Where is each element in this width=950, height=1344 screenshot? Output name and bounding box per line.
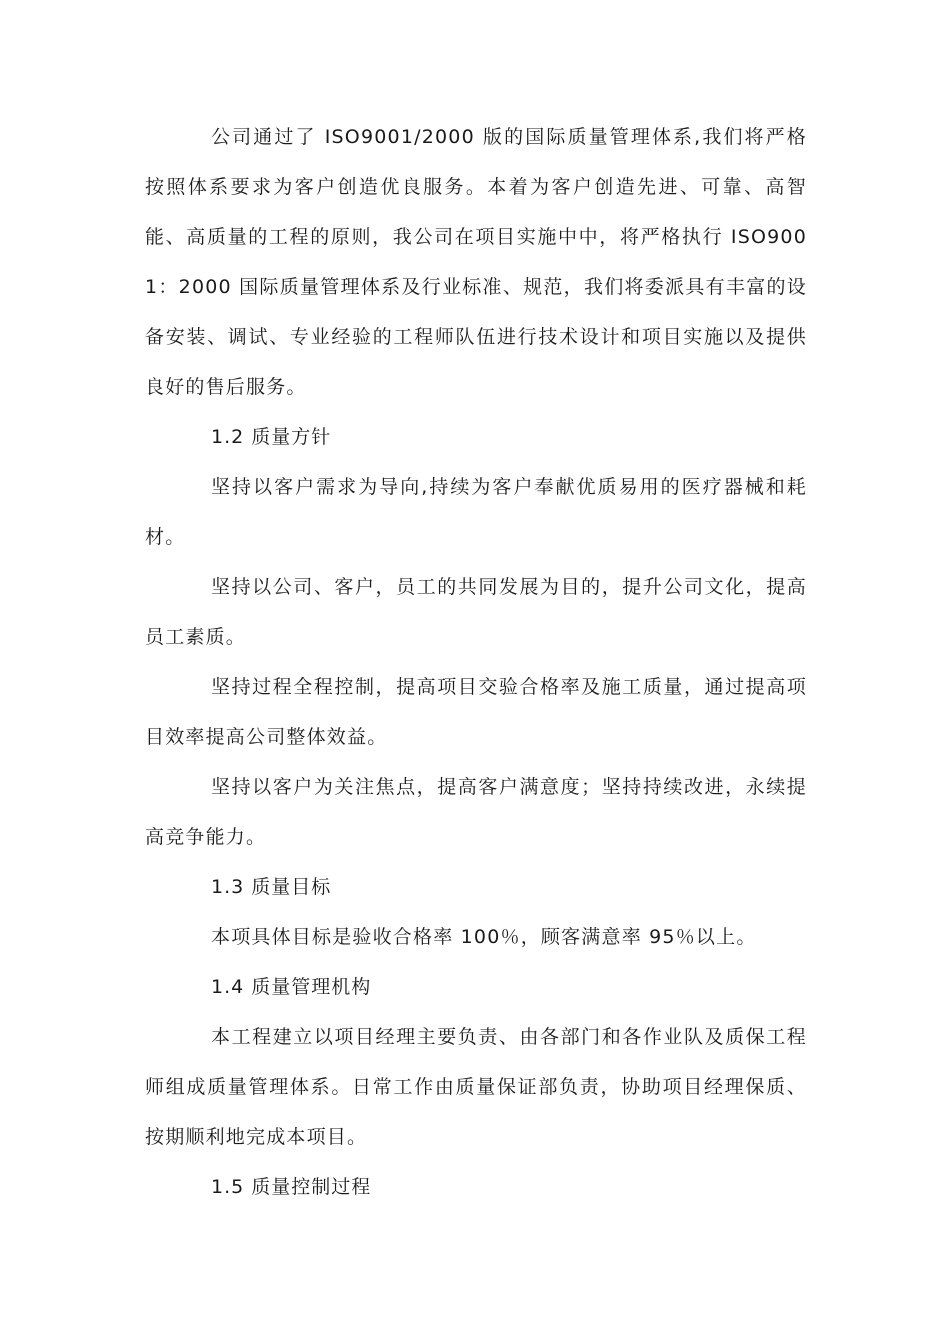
policy-paragraph-2: 坚持以公司、客户，员工的共同发展为目的，提升公司文化，提高员工素质。: [145, 576, 807, 648]
intro-paragraph: 公司通过了 ISO9001/2000 版的国际质量管理体系,我们将严格按照体系要求为客户创造优良服务。本着为客户创造先进、可靠、高智能、高质量的工程的原则，我公司在项目实施中中，将严格执行 ISO9001：2000 国际质量管理体系及行业标准、规范，我们将委派具有丰富的设备安装、调试、专业经验的工程师队伍进行技术设计和项目实施以及提供良好的售后服务。: [145, 126, 807, 398]
goal-paragraph: 本项具体目标是验收合格率 100％，顾客满意率 95％以上。: [211, 926, 757, 948]
section-heading-1-4: 1.4 质量管理机构: [211, 976, 372, 998]
section-heading-1-3: 1.3 质量目标: [211, 876, 332, 898]
section-heading-1-2: 1.2 质量方针: [211, 426, 332, 448]
organization-paragraph: 本工程建立以项目经理主要负责、由各部门和各作业队及质保工程师组成质量管理体系。日常工作由质量保证部负责，协助项目经理保质、按期顺利地完成本项目。: [145, 1026, 807, 1148]
policy-paragraph-3: 坚持过程全程控制，提高项目交验合格率及施工质量，通过提高项目效率提高公司整体效益。: [145, 676, 807, 748]
document-body: [145, 112, 807, 1212]
section-heading-1-5: 1.5 质量控制过程: [211, 1176, 372, 1198]
policy-paragraph-1: 坚持以客户需求为导向,持续为客户奉献优质易用的医疗器械和耗材。: [145, 476, 807, 548]
policy-paragraph-4: 坚持以客户为关注焦点，提高客户满意度；坚持持续改进，永续提高竞争能力。: [145, 776, 807, 848]
